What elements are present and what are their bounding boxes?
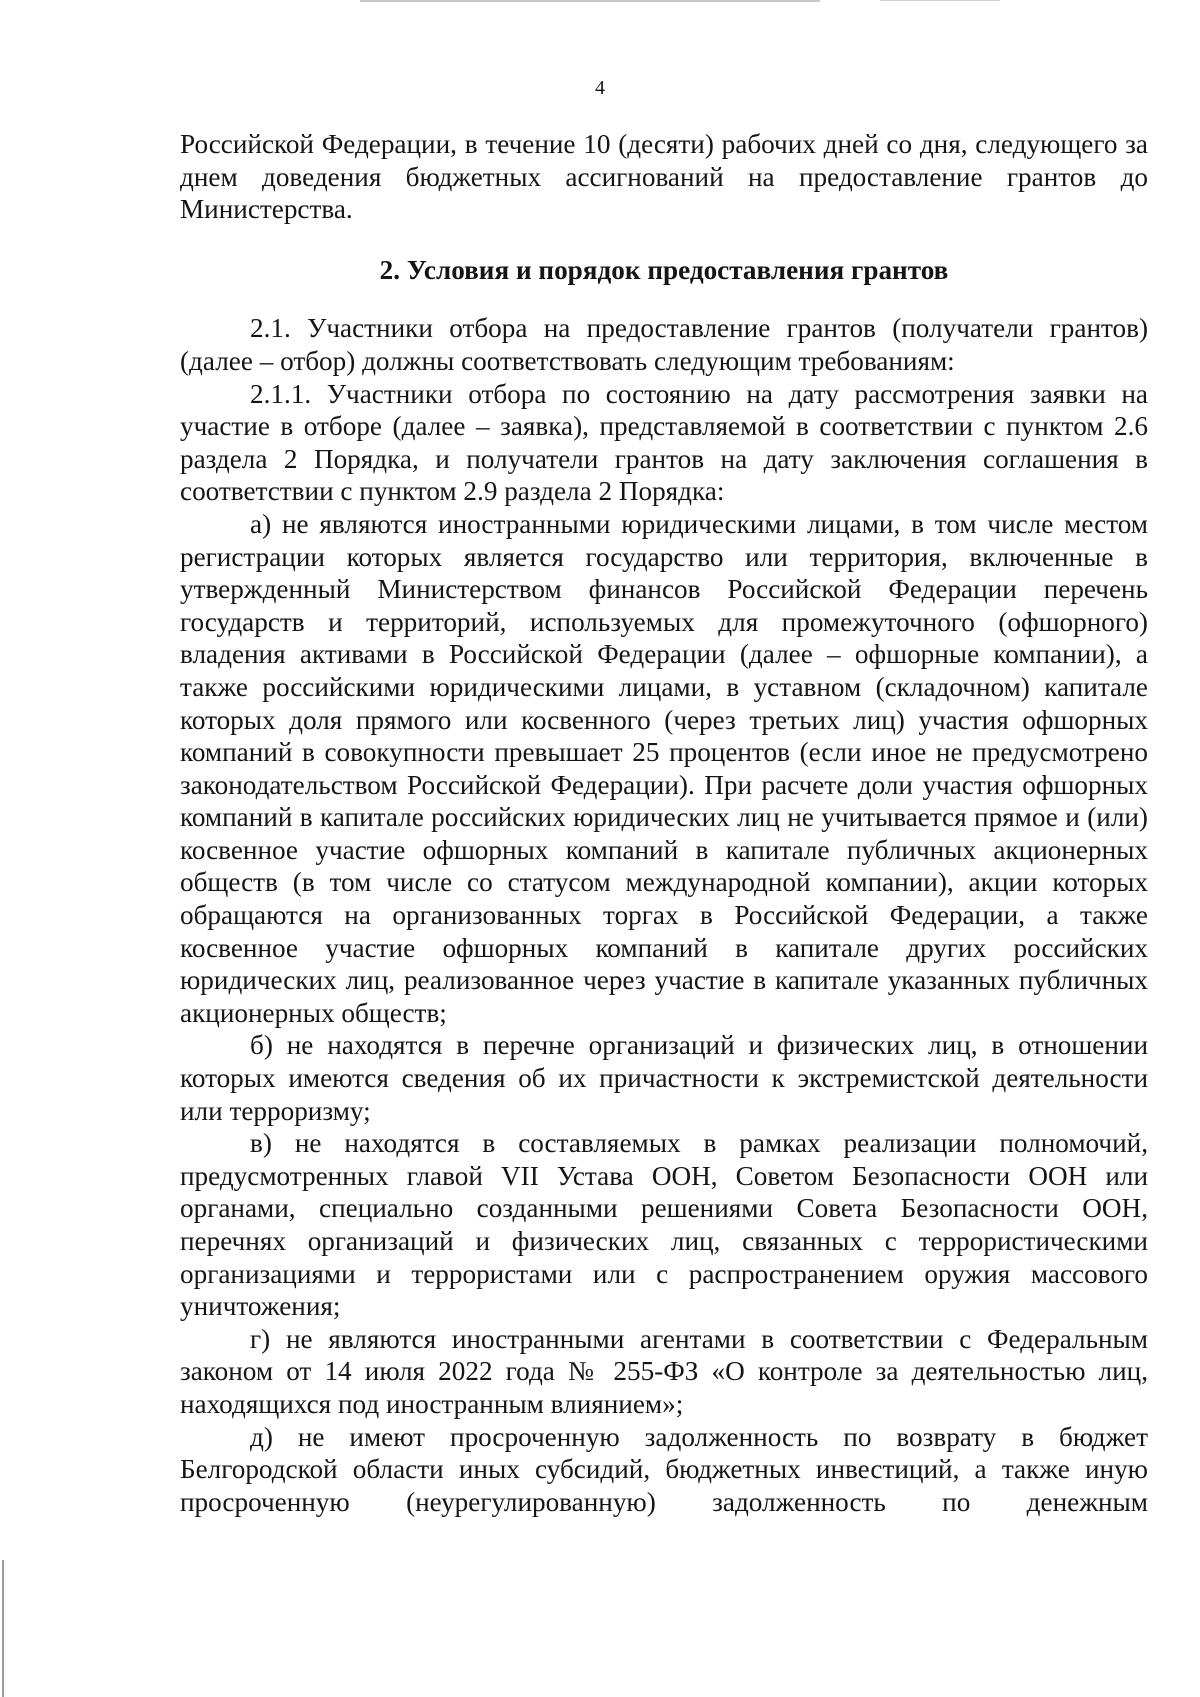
paragraph-item-v: в) не находятся в составляемых в рамках реализации полномочий, предусмотренных главой VII Устава ООН, Советом Безопасности ООН или органами, специально созданными решениями Совета Безопасности ООН, перечнях организаций и физических лиц, связанных с террористическими организациями и террористами или с распространением оружия массового уничтожения; [180,1128,1148,1322]
paragraph-item-a: а) не являются иностранными юридическими лицами, в том числе местом регистрации которых является государство или территория, включенные в утвержденный Министерством финансов Российской Федерации перечень государств и территорий, используемых для промежуточного (офшорного) владения активами в Российской Федерации (далее – офшорные компании), а также российскими юридическими лицами, в уставном (складочном) капитале которых доля прямого или косвенного (через третьих лиц) участия офшорных компаний в совокупности превышает 25 процентов (если иное не предусмотрено законодательством Российской Федерации). При расчете доли участия офшорных компаний в капитале российских юридических лиц не учитывается прямое и (или) косвенное участие офшорных компаний в капитале публичных акционерных обществ (в том числе со статусом международной компании), акции которых обращаются на организованных торгах в Российской Федерации, а также косвенное участие офшорных компаний в капитале других российских юридических лиц, реализованное через участие в капитале указанных публичных акционерных обществ; [180,508,1148,1028]
paragraph-item-d: д) не имеют просроченную задолженность по возврату в бюджет Белгородской области иных субсидий, бюджетных инвестиций, а также иную просроченную (неурегулированную) задолженность по денежным [180,1421,1148,1517]
document-body [180,128,1148,1518]
page-number: 4 [595,77,605,99]
scan-artifact-top [360,0,820,2]
section-heading: 2. Условия и порядок предоставления грантов [379,254,949,285]
paragraph-item-b: б) не находятся в перечне организаций и физических лиц, в отношении которых имеются сведения об их причастности к экстремистской деятельности или терроризму; [180,1030,1148,1126]
scan-artifact-top-short [880,0,1000,1]
paragraph-item-g: г) не являются иностранными агентами в соответствии с Федеральным законом от 14 июля 2022 года № 255-ФЗ «О контроле за деятельностью лиц, находящихся под иностранным влиянием»; [180,1323,1148,1419]
paragraph-2-1-1: 2.1.1. Участники отбора по состоянию на дату рассмотрения заявки на участие в отборе (далее – заявка), представляемой в соответствии с пунктом 2.6 раздела 2 Порядка, и получатели грантов на дату заключения соглашения в соответствии с пунктом 2.9 раздела 2 Порядка: [180,378,1148,507]
scan-artifact-left-edge [2,1560,4,1697]
paragraph-2-1: 2.1. Участники отбора на предоставление грантов (получатели грантов) (далее – отбор) должны соответствовать следующим требованиям: [180,313,1148,376]
paragraph-intro: Российской Федерации, в течение 10 (десяти) рабочих дней со дня, следующего за днем доведения бюджетных ассигнований на предоставление грантов до Министерства. [180,129,1148,225]
